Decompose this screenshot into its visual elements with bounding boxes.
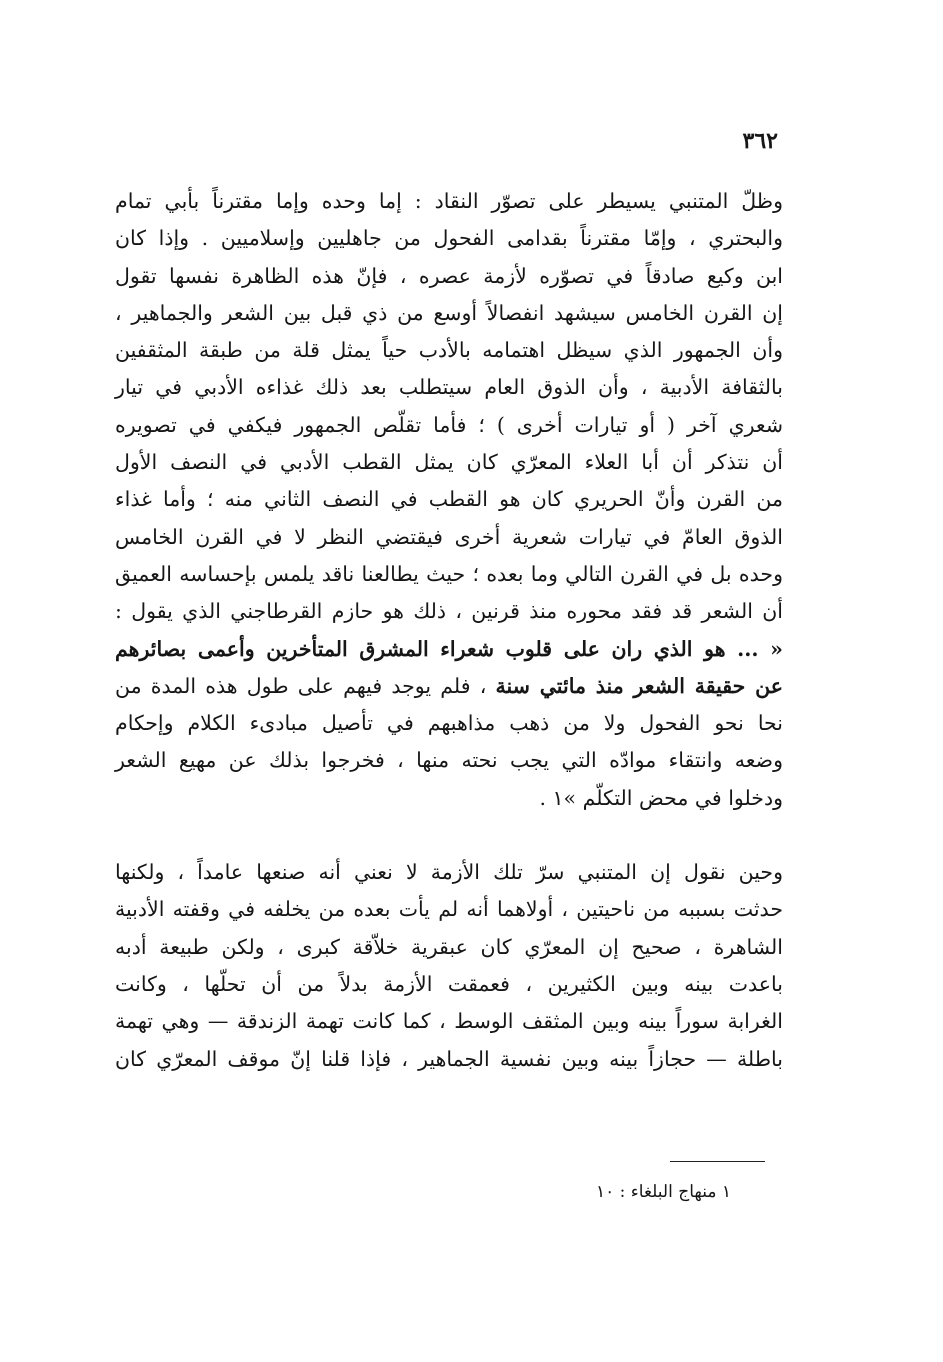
text-line: الغرابة سوراً بينه وبين المثقف الوسط ، كما كانت تهمة الزندقة — وهي تهمة xyxy=(115,1009,783,1034)
quote-segment: ، فلم يوجد فيهم على طول هذه المدة من xyxy=(115,673,487,698)
footnote: ١ منهاج البلغاء : ١٠ xyxy=(595,1182,731,1202)
main-text xyxy=(115,183,783,1078)
footnote-divider xyxy=(670,1161,765,1162)
text-line: وحين نقول إن المتنبي سرّ تلك الأزمة لا نعني أنه صنعها عامداً ، ولكنها xyxy=(115,860,783,885)
quote-line: وضعه وانتقاء موادّه التي يجب نحته منها ، فخرجوا بذلك عن مهيع الشعر xyxy=(115,748,783,773)
quote-line: « ... هو الذي ران على قلوب شعراء المشرق المتأخرين وأعمى بصائرهم xyxy=(115,636,783,661)
paragraph-1 xyxy=(115,183,783,817)
text-line: وحده بل في القرن التالي وما بعده ؛ حيث يطالعنا ناقد يلمس بإحساسه العميق xyxy=(115,561,783,586)
page-number: ٣٦٢ xyxy=(742,128,778,154)
text-line: باطلة — حجازاً بينه وبين نفسية الجماهير ، فإذا قلنا إنّ موقف المعرّي كان xyxy=(115,1046,783,1071)
text-line: أن الشعر قد فقد محوره منذ قرنين ، ذلك هو حازم القرطاجني الذي يقول : xyxy=(115,599,783,624)
quote-line xyxy=(115,668,783,705)
quote-line: ودخلوا في محض التكلّم »١ . xyxy=(539,785,783,810)
text-line: ابن وكيع صادقاً في تصوّره لأزمة عصره ، فإنّ هذه الظاهرة نفسها تقول xyxy=(115,263,783,288)
text-line: حدثت بسببه من ناحيتين ، أولاهما أنه لم يأت بعده من يخلفه في وقفته الأدبية xyxy=(115,897,783,922)
text-line: وأن الجمهور الذي سيظل اهتمامه بالأدب حياً يمثل قلة من طبقة المثقفين xyxy=(115,338,783,363)
text-line: بالثقافة الأدبية ، وأن الذوق العام سيتطلب بعد ذلك غذاءه الأدبي في تيار xyxy=(115,375,783,400)
text-line: باعدت بينه وبين الكثيرين ، فعمقت الأزمة بدلاً من أن تحلّها ، وكانت xyxy=(115,971,783,996)
text-line: إن القرن الخامس سيشهد انفصالاً أوسع من ذي قبل بين الشعر والجماهير ، xyxy=(115,300,783,325)
text-line: والبحتري ، وإمّا مقترناً بقدامى الفحول من جاهليين وإسلاميين . وإذا كان xyxy=(115,226,783,251)
quote-bold-segment: عن حقيقة الشعر منذ مائتي سنة xyxy=(495,673,783,698)
text-line: وظلّ المتنبي يسيطر على تصوّر النقاد : إما وحده وإما مقترناً بأبي تمام xyxy=(115,189,783,213)
text-line: شعري آخر ( أو تيارات أخرى ) ؛ فأما تقلّص الجمهور فيكفي في تصويره xyxy=(115,412,783,437)
quote-line: نحا نحو الفحول ولا من ذهب مذاهبهم في تأصيل مبادىء الكلام وإحكام xyxy=(115,711,783,736)
text-line: من القرن وأنّ الحريري كان هو القطب في النصف الثاني منه ؛ وأما غذاء xyxy=(115,487,783,512)
text-line: الذوق العامّ في تيارات شعرية أخرى فيقتضي النظر لا في القرن الخامس xyxy=(115,524,783,549)
paragraph-2 xyxy=(115,854,783,1078)
text-line: الشاهرة ، صحيح إن المعرّي كان عبقرية خلاّقة كبرى ، ولكن طبيعة أدبه xyxy=(115,934,783,959)
text-line: أن نتذكر أن أبا العلاء المعرّي كان يمثل القطب الأدبي في النصف الأول xyxy=(115,450,783,475)
